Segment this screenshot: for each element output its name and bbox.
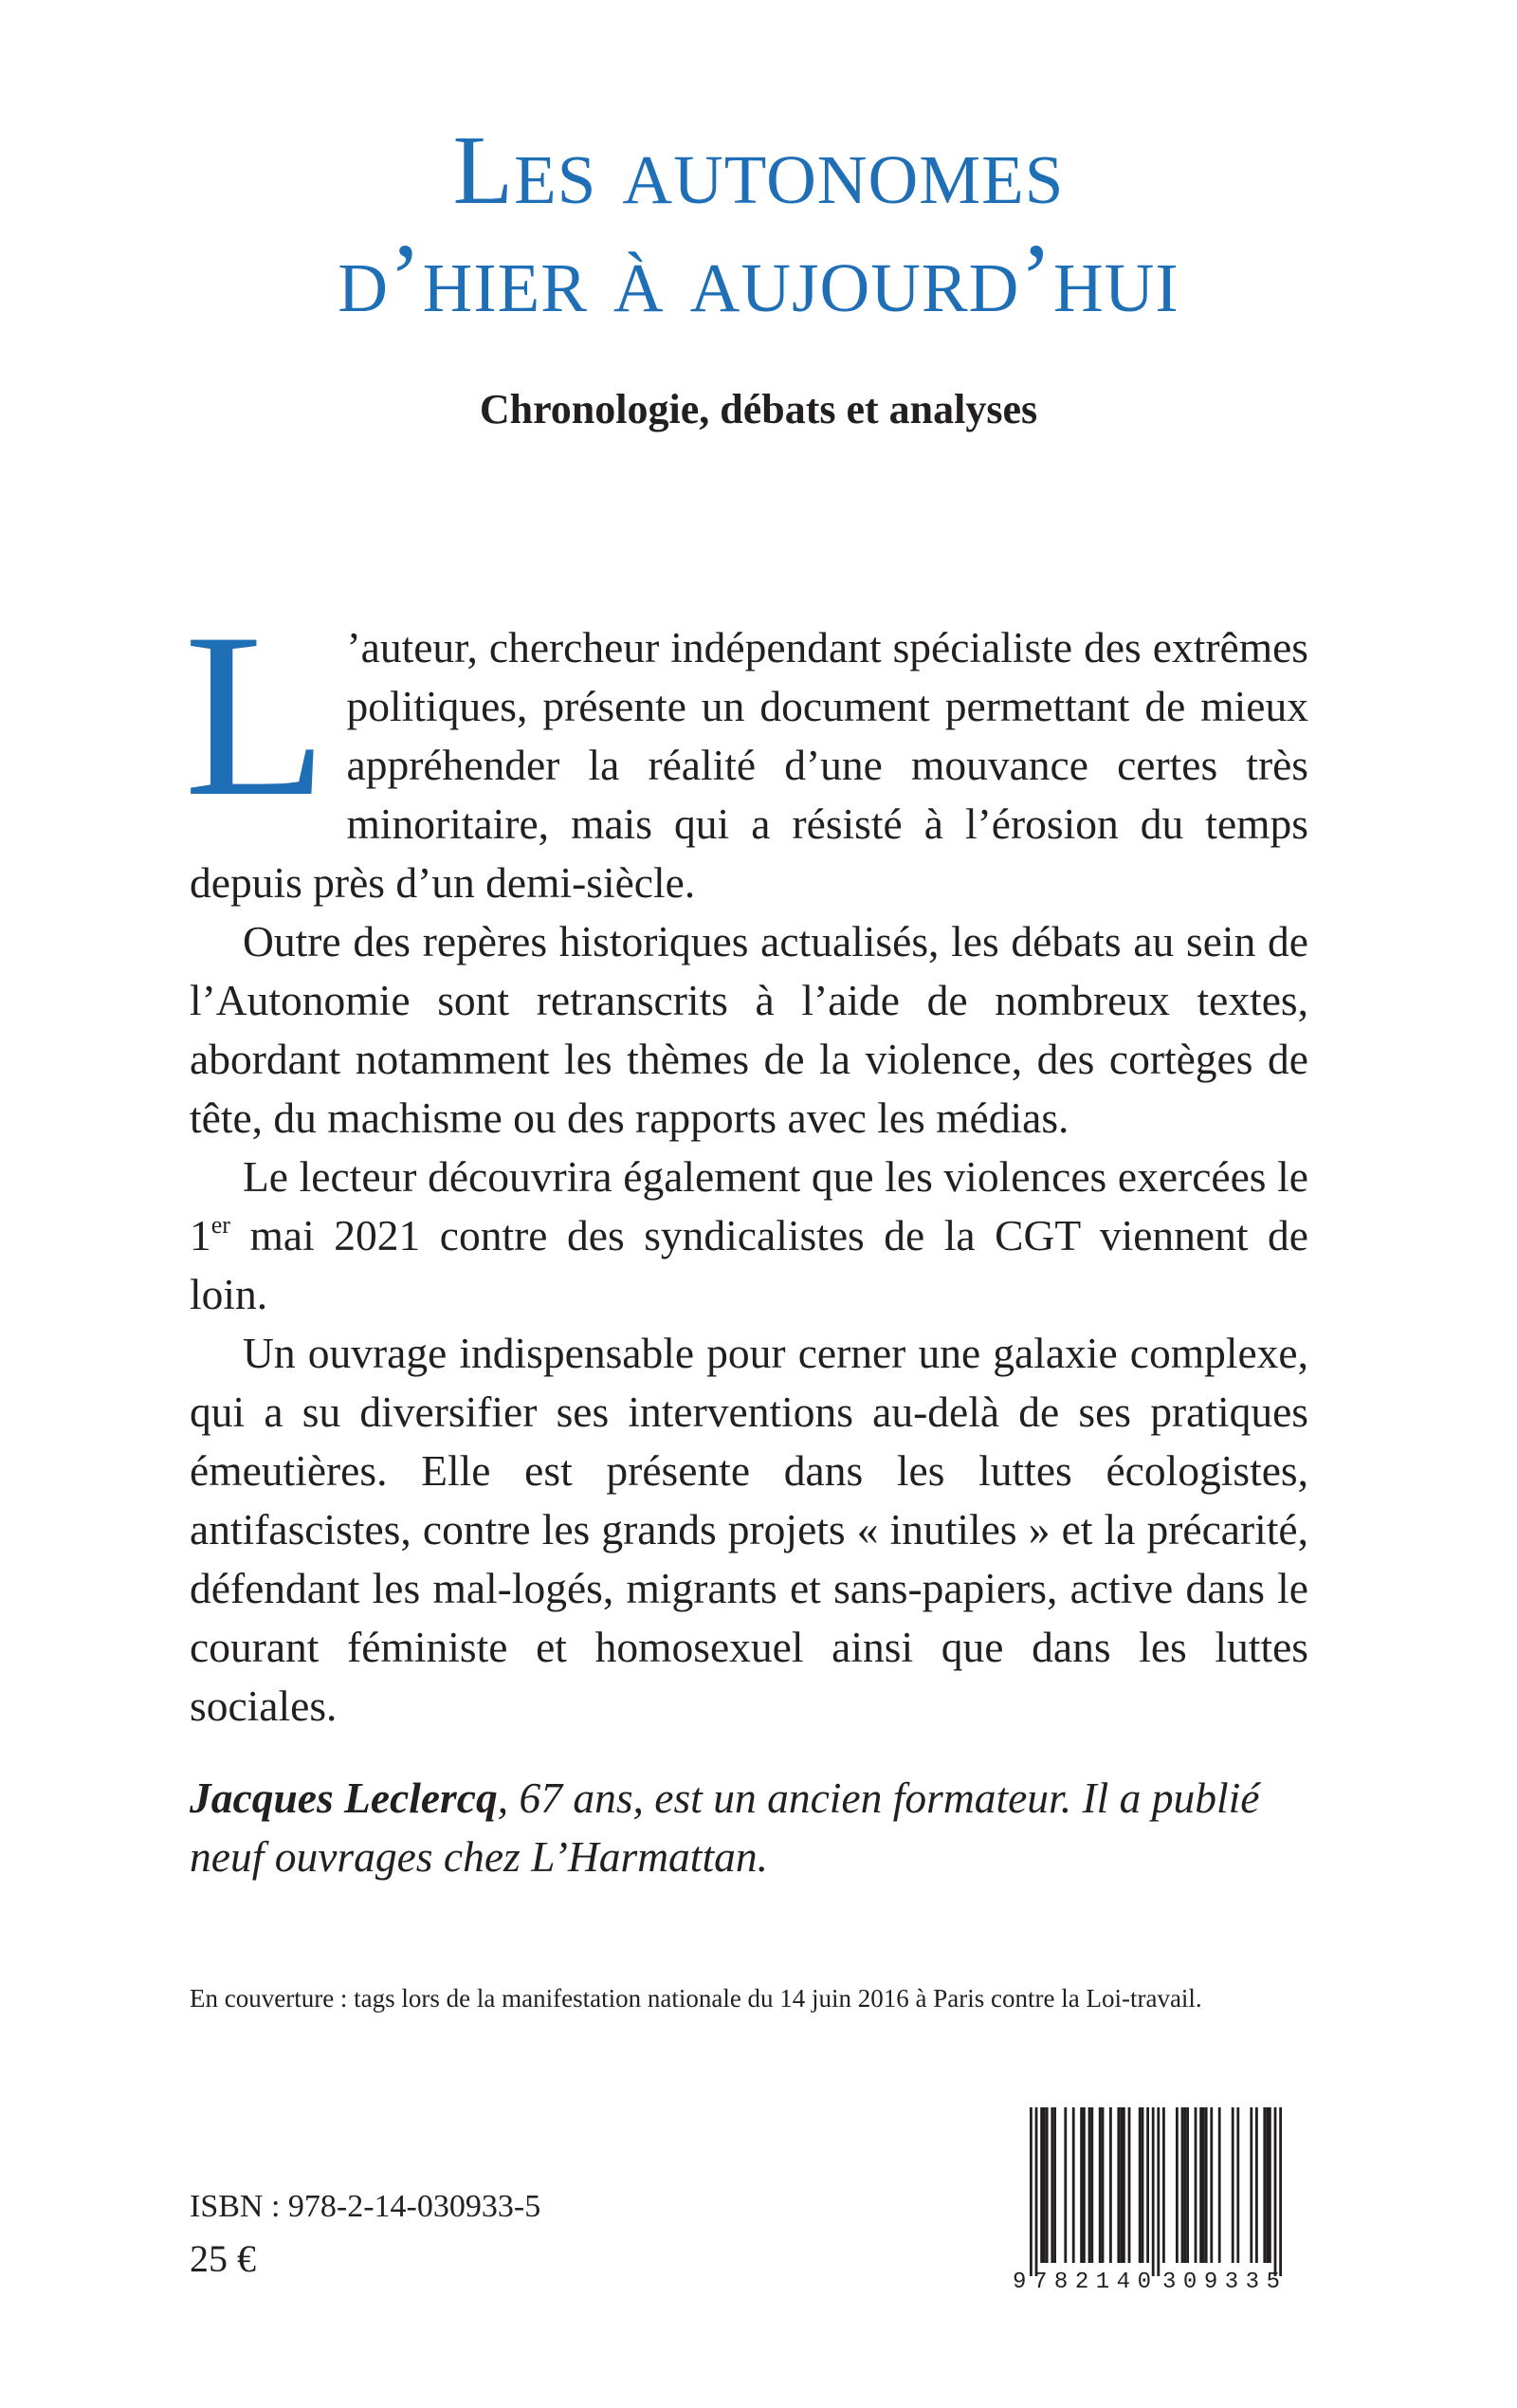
barcode-bar [1236,2107,1239,2263]
barcode-bar [1088,2107,1091,2263]
blurb-paragraph-1-text: ’auteur, chercheur indépendant spécialiste des extrêmes politiques, présente un document permettant de mieux appréhender la réalité d’une mouvance certes très minoritaire, mais qui a résisté à l’érosion du temps depuis près d’un demi-siècle. [190,623,1308,907]
barcode-bar [1046,2107,1049,2263]
drop-cap: L [184,584,328,845]
blurb-paragraph-4: Un ouvrage indispensable pour cerner une galaxie complexe, qui a su diversifier ses interventions au-delà de ses pratiques émeutières. Elle est présente dans les luttes écologistes, antifascistes, contre les grands projets « inutiles » et la précarité, défendant les mal-logés, migrants et sans-papiers, active dans le courant féministe et homosexuel ainsi que dans les luttes sociales. [190,1329,1308,1730]
author-bio [190,1769,1308,1886]
blurb-paragraph-1 [184,584,1308,912]
blurb-paragraph-3 [190,1148,1308,1324]
barcode-bar [1269,2107,1271,2263]
blurb-paragraph-3-start: Le lecteur découvrira également que les violences exercées le 1 [190,1152,1308,1259]
isbn-text: ISBN : 978-2-14-030933-5 [190,2189,541,2224]
barcode-bar [1099,2107,1102,2263]
ordinal-superscript: er [210,1211,230,1239]
barcode-bar [1195,2107,1197,2263]
barcode-bar [1250,2107,1252,2263]
barcode-bar [1199,2107,1202,2263]
barcode-bar [1120,2107,1123,2263]
barcode-bar [1210,2107,1213,2263]
blurb-text [184,584,1308,1736]
book-title-line-1: Les autonomes [452,116,1065,225]
barcode-bar [1040,2107,1043,2263]
blurb-paragraph-3-end: mai 2021 contre des syndicalistes de la CGT viennent de loin. [190,1211,1308,1318]
author-name: Jacques Leclercq [190,1774,498,1822]
barcode-bar [1090,2107,1093,2263]
barcode-bar [1183,2107,1186,2263]
book-title-line-2: d’hier à aujourd’hui [338,224,1179,333]
barcode-bar [1162,2107,1165,2263]
book-subtitle: Chronologie, débats et analyses [479,386,1038,432]
barcode-bar [1186,2107,1189,2263]
barcode-digit-lead: 9 [1013,2270,1027,2293]
barcode-bar [1274,2107,1277,2276]
barcode-bar [1128,2107,1131,2263]
blurb-paragraph-2: Outre des repères historiques actualisés, les débats au sein de l’Autonomie sont retranscrits à l’aide de nombreux textes, abordant notamment les thèmes de la violence, des cortèges de tête, du machisme ou des rapports avec les médias. [190,917,1308,1142]
isbn-barcode [1011,2107,1303,2293]
barcode-bar [1152,2107,1155,2276]
barcode-bar [1123,2107,1125,2263]
barcode-bar [1202,2107,1205,2263]
barcode-bar [1051,2107,1053,2263]
barcode-bar [1263,2107,1266,2263]
barcode-bar [1266,2107,1269,2263]
author-bio-text: , 67 ans, est un ancien formateur. Il a publié neuf ouvrages chez L’Harmattan. [190,1774,1260,1881]
barcode-bar [1232,2107,1234,2263]
barcode-bar [1083,2107,1086,2263]
barcode-bar [1102,2107,1105,2263]
barcode-bar [1176,2107,1179,2263]
cover-credit: En couverture : tags lors de la manifestation nationale du 14 juin 2016 à Paris contre la Loi-travail. [190,1984,1202,2013]
barcode-bar [1043,2107,1046,2263]
barcode-digits-right: 309335 [1162,2270,1280,2293]
barcode-bar [1279,2107,1282,2276]
barcode-bar [1181,2107,1184,2263]
barcode-bar [1072,2107,1075,2263]
barcode-bar [1157,2107,1160,2276]
barcode-bar [1146,2107,1149,2263]
barcode-bar [1139,2107,1142,2263]
barcode-bar [1064,2107,1067,2263]
barcode-bar [1109,2107,1112,2263]
barcode-bar [1030,2107,1033,2276]
barcode-digits-left: 782140 [1033,2270,1151,2293]
barcode-bar [1255,2107,1258,2263]
price-text: 25 € [190,2237,256,2280]
barcode-bar [1142,2107,1144,2263]
barcode-bar [1080,2107,1083,2263]
barcode-bar [1117,2107,1120,2263]
barcode-bar [1053,2107,1056,2263]
barcode-bar [1205,2107,1208,2263]
barcode-bar [1218,2107,1221,2263]
barcode-bar [1035,2107,1038,2276]
